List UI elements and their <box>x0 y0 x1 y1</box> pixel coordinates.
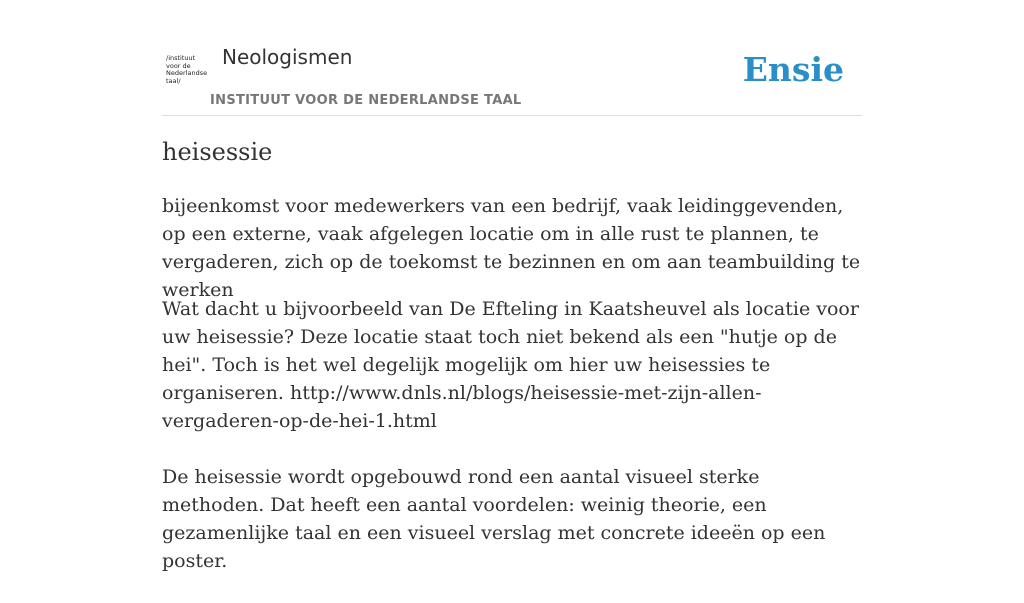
logo-line: voor de <box>166 61 191 70</box>
logo-line: Nederlandse <box>166 69 208 78</box>
entry-term: heisessie <box>162 138 273 166</box>
header <box>162 40 862 116</box>
logo-line: /instituut <box>166 54 196 62</box>
entry-definition: bijeenkomst voor medewerkers van een bedrijf, vaak leidinggevenden, op een externe, vaak afgelegen locatie om in alle rust te plannen, te vergaderen, zich op de toekomst te bezinnen en om aan teambuilding te werken <box>162 195 861 301</box>
logo-line: taal/ <box>166 76 181 85</box>
source-name[interactable]: Neologismen <box>222 45 353 69</box>
entry-examples <box>162 295 862 603</box>
source-organization: INSTITUUT VOOR DE NEDERLANDSE TAAL <box>210 93 522 108</box>
example-paragraph: Wat dacht u bijvoorbeeld van De Efteling in Kaatsheuvel als locatie voor uw heisessie? Deze locatie staat toch niet bekend als een "hutje op de hei". Toch is het wel degelijk mogelijk om hier uw heisessies te organiseren. http://www.dnls.nl/blogs/heisessie-met-zijn-allen-vergaderen-op-de-hei-1.html <box>162 298 859 432</box>
ensie-logo[interactable]: Ensie <box>742 50 844 89</box>
example-paragraph: De heisessie wordt opgebouwd rond een aantal visueel sterke methoden. Dat heeft een aantal voordelen: weinig theorie, een gezamenlijke taal en een visueel verslag met concrete ideeën op een poster. <box>162 466 826 572</box>
institute-logo[interactable] <box>166 55 206 89</box>
